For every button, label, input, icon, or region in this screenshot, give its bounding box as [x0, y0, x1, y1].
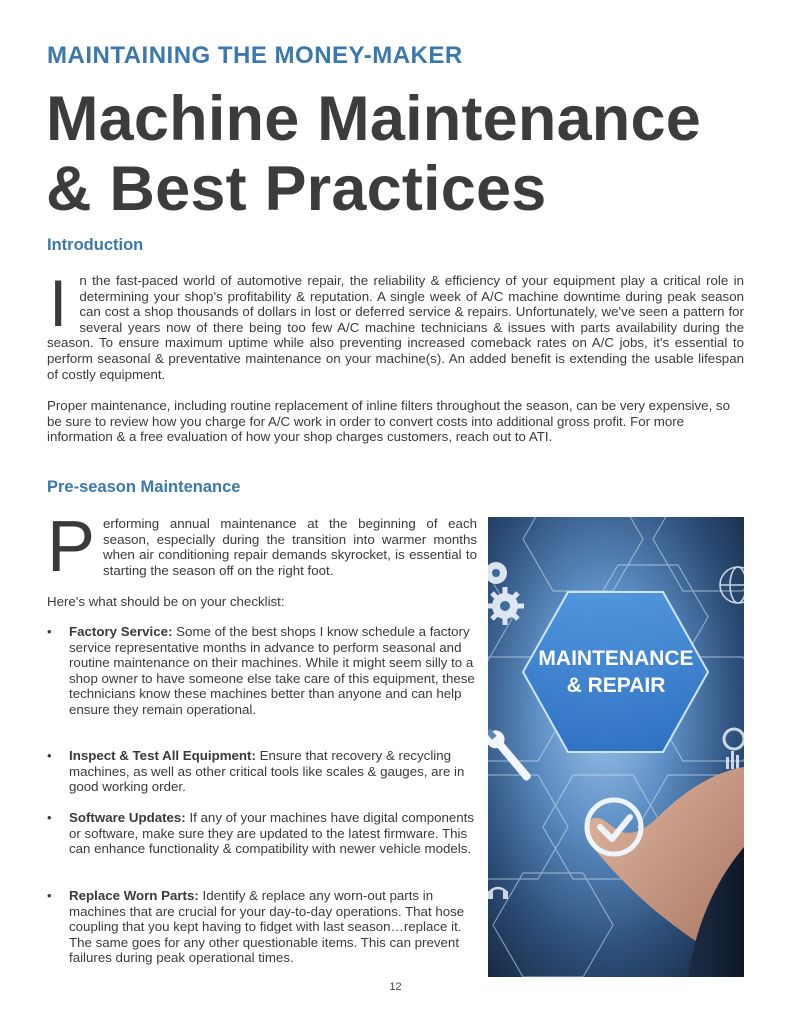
title-line-1: Machine Maintenance	[46, 84, 701, 154]
section-kicker: MAINTAINING THE MONEY-MAKER	[47, 42, 463, 69]
bullet-icon: •	[47, 810, 52, 825]
intro-paragraph-1-text: n the fast-paced world of automotive repair, the reliability & efficiency of your equipment play a critical role in determining your shop's profitability & reputation. A single week of A/C machine downtime during peak season can cost a shop thousands of dollars in lost or deferred service & repairs. Unfortunately, we've seen a pattern for several years now of there being too few A/C machine technicians & issues with parts availability during the season. To ensure maximum uptime while also preventing increased comeback rates on A/C jobs, it's essential to perform seasonal & preventative maintenance on your machine(s). An added benefit is extending the usable lifespan of costly equipment.	[47, 273, 744, 382]
intro-paragraph-1	[47, 266, 744, 382]
checklist-term: Inspect & Test All Equipment:	[69, 748, 256, 763]
dropcap-p: P	[47, 507, 96, 587]
checklist-term: Software Updates:	[69, 810, 186, 825]
checklist-term: Replace Worn Parts:	[69, 888, 199, 903]
introduction-heading: Introduction	[47, 236, 144, 254]
bullet-icon: •	[47, 888, 52, 903]
checklist-item-replace-worn-parts	[47, 888, 477, 966]
preseason-paragraph-text: erforming annual maintenance at the beginning of each season, especially during the transition into warmer months when air conditioning repair demands skyrocket, is essential to starting the season off on the right foot.	[103, 516, 477, 578]
title-line-2: & Best Practices	[46, 154, 547, 224]
checklist-item-factory-service	[47, 624, 477, 718]
maintenance-repair-photo	[488, 517, 744, 977]
page-number: 12	[389, 981, 402, 993]
intro-paragraph-2: Proper maintenance, including routine replacement of inline filters throughout the season, can be very expensive, so be sure to review how you charge for A/C work in order to convert costs into additional gross profit. For more information & a free evaluation of how your shop charges customers, reach out to ATI.	[47, 398, 730, 445]
page-title	[46, 84, 701, 224]
photo-illustration	[488, 517, 744, 977]
dropcap-i: I	[49, 266, 68, 340]
checklist-text: If any of your machines have digital components or software, make sure they are updated to the latest firmware. This can enhance functionality & compatibility with newer vehicle models.	[69, 810, 475, 857]
checklist-intro: Here's what should be on your checklist:	[47, 594, 285, 609]
bullet-icon: •	[47, 624, 52, 639]
checklist-term: Factory Service:	[69, 624, 173, 639]
checklist-text: Ensure that recovery & recycling machines, as well as other critical tools like scales & gauges, are in good working order.	[69, 748, 465, 795]
checklist-item-inspect-test	[47, 748, 477, 795]
checklist-text: Identify & replace any worn-out parts in machines that are crucial for your day-to-day operations. That hose coupling that you kept having to fidget with last season…replace it. The same goes for any other questionable items. This can prevent failures during peak operational times.	[69, 888, 465, 966]
image-text-line-1: MAINTENANCE	[538, 647, 694, 670]
preseason-paragraph	[47, 507, 477, 587]
preseason-heading: Pre-season Maintenance	[47, 478, 241, 496]
image-text-line-2: & REPAIR	[566, 674, 666, 697]
checklist-item-software-updates	[47, 810, 477, 857]
checklist-text: Some of the best shops I know schedule a factory service representative months in advance to perform seasonal and routine maintenance on their machines. While it might seem silly to a shop owner to have someone else take care of this equipment, these technicians know these machines better than anyone and can help ensure they remain operational.	[69, 624, 475, 717]
bullet-icon: •	[47, 748, 52, 763]
